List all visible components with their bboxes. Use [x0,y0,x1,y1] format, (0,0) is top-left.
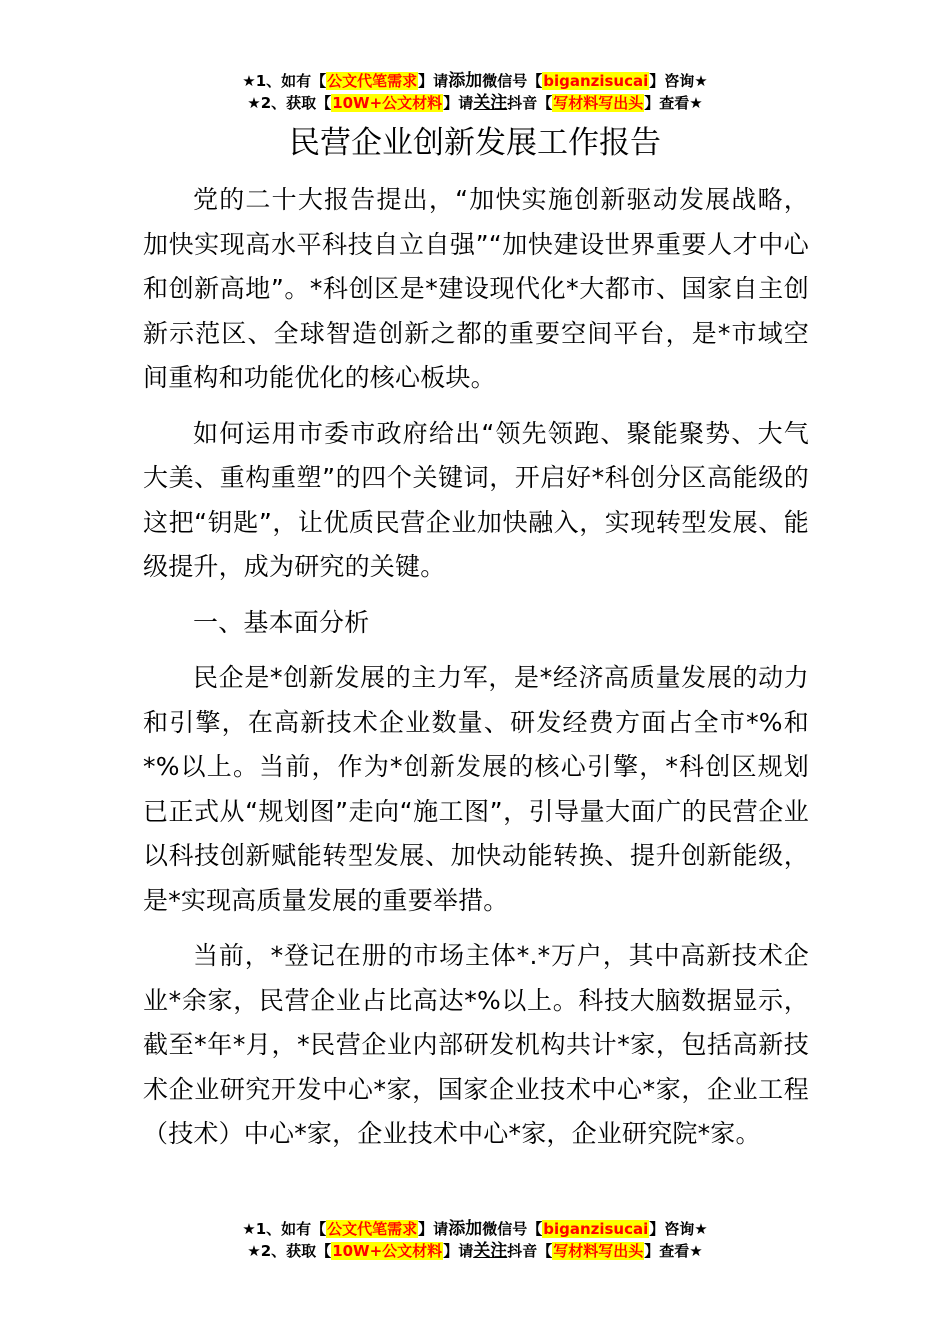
banner-highlight: 10W+公文材料 [332,1242,443,1260]
banner-wechat-id: biganzisucai [543,72,649,90]
banner-text: 抖音【 [507,94,553,112]
banner-text: 】咨询★ [649,1220,708,1238]
banner-douyin-id: 写材料写出头 [553,1242,644,1260]
banner-highlight: 10W+公文材料 [332,94,443,112]
paragraph-4: 当前，*登记在册的市场主体*.*万户，其中高新技术企业*余家，民营企业占比高达*%以上。科技大脑数据显示，截至*年*月，*民营企业内部研发机构共计*家，包括高新技术企业研究开发中心*家，国家企业技术中心*家，企业工程（技术）中心*家，企业技术中心*家，企业研究院*家。 [143,941,809,1148]
banner-emphasis: 添加 [448,71,483,91]
banner-text: 微信号【 [482,72,543,90]
banner-emphasis: 关注 [473,1241,508,1261]
banner-text: 】请 [418,72,449,90]
banner-text: 】请 [443,1242,474,1260]
footer-banner [0,1218,950,1262]
banner-text: 抖音【 [507,1242,553,1260]
document-body [143,178,809,1168]
banner-text: ★2、获取【 [247,1242,332,1260]
banner-emphasis: 关注 [473,93,508,113]
banner-text: ★2、获取【 [247,94,332,112]
paragraph-3: 民企是*创新发展的主力军，是*经济高质量发展的动力和引擎，在高新技术企业数量、研发经费方面占全市*%和*%以上。当前，作为*创新发展的核心引擎，*科创区规划已正式从“规划图”走向“施工图”，引导量大面广的民营企业以科技创新赋能转型发展、加快动能转换、提升创新能级，是*实现高质量发展的重要举措。 [143,663,809,915]
banner-line-2 [0,1240,950,1262]
banner-text: 】请 [443,94,474,112]
banner-line-1 [0,70,950,92]
document-title: 民营企业创新发展工作报告 [289,125,661,161]
banner-douyin-id: 写材料写出头 [553,94,644,112]
banner-text: 】查看★ [644,1242,703,1260]
banner-text: ★1、如有【 [242,72,327,90]
banner-highlight: 公文代笔需求 [327,1220,418,1238]
banner-text: 微信号【 [482,1220,543,1238]
paragraph-2: 如何运用市委市政府给出“领先领跑、聚能聚势、大气大美、重构重塑”的四个关键词，开启好*科创分区高能级的这把“钥匙”，让优质民营企业加快融入，实现转型发展、能级提升，成为研究的关键。 [143,418,809,581]
banner-line-2 [0,92,950,114]
banner-line-1 [0,1218,950,1240]
banner-text: 】查看★ [644,94,703,112]
banner-emphasis: 添加 [448,1219,483,1239]
banner-text: 】咨询★ [649,72,708,90]
paragraph-1: 党的二十大报告提出，“加快实施创新驱动发展战略，加快实现高水平科技自立自强”“加快建设世界重要人才中心和创新高地”。*科创区是*建设现代化*大都市、国家自主创新示范区、全球智造创新之都的重要空间平台，是*市域空间重构和功能优化的核心板块。 [143,185,809,392]
banner-wechat-id: biganzisucai [543,1220,649,1238]
header-banner [0,70,950,114]
banner-text: ★1、如有【 [242,1220,327,1238]
banner-text: 】请 [418,1220,449,1238]
banner-highlight: 公文代笔需求 [327,72,418,90]
section-heading: 一、基本面分析 [193,607,370,637]
